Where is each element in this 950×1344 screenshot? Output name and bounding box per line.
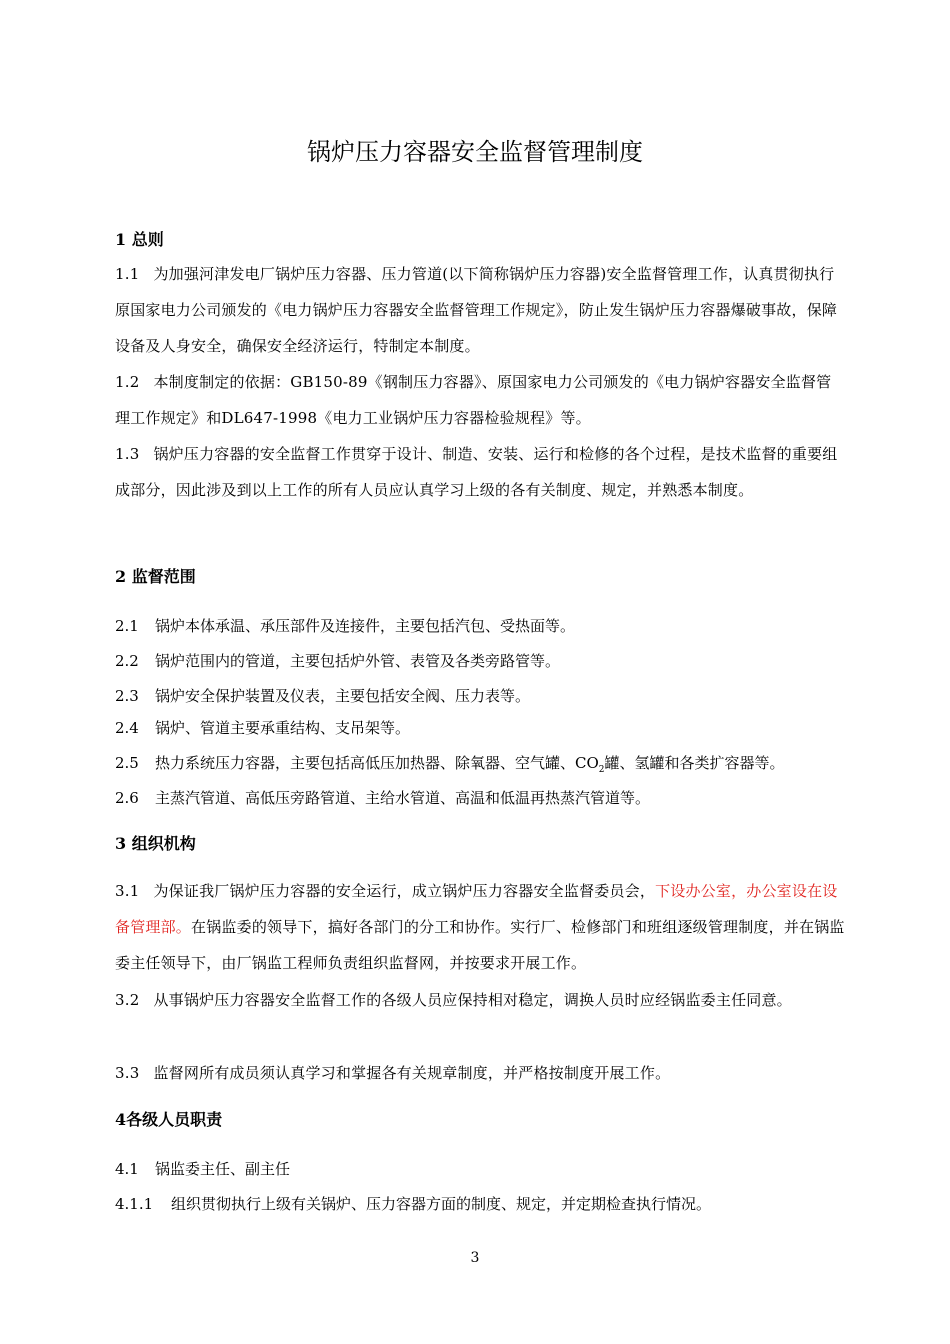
section-heading-3: 3 组织机构 [115, 834, 196, 853]
clause-number: 2.6 [115, 789, 139, 807]
clause-number: 2.4 [115, 719, 139, 737]
page-number: 3 [470, 1250, 480, 1266]
paragraph-3-3 [115, 1055, 845, 1091]
clause-text: 锅炉压力容器的安全监督工作贯穿于设计、制造、安装、运行和检修的各个过程，是技术监督的重要组成部分，因此涉及到以上工作的所有人员应认真学习上级的各有关制度、规定，并熟悉本制度。 [115, 445, 838, 499]
section-heading-2: 2 监督范围 [115, 567, 196, 586]
clause-text: 热力系统压力容器，主要包括高低压加热器、除氧器、空气罐、CO [155, 754, 599, 772]
scope-item [115, 751, 785, 782]
clause-number: 3.1 [115, 882, 140, 900]
scope-item [115, 684, 530, 708]
clause-4-1 [115, 1157, 290, 1181]
paragraph-3-2 [115, 982, 845, 1018]
clause-text: 在锅监委的领导下，搞好各部门的分工和协作。实行厂、检修部门和班组逐级管理制度，并在锅监委主任领导下，由厂锅监工程师负责组织监督网，并按要求开展工作。 [115, 918, 845, 972]
clause-text: 锅炉安全保护装置及仪表，主要包括安全阀、压力表等。 [155, 687, 531, 705]
clause-number: 1.1 [115, 265, 140, 283]
clause-text: 锅监委主任、副主任 [155, 1160, 291, 1178]
paragraph-1-1 [115, 256, 845, 364]
clause-number: 3.2 [115, 991, 140, 1009]
scope-item [115, 614, 575, 638]
clause-number: 2.3 [115, 687, 139, 705]
clause-number: 1.3 [115, 445, 140, 463]
clause-number: 2.5 [115, 754, 139, 772]
paragraph-3-1 [115, 873, 845, 981]
clause-number: 1.2 [115, 373, 140, 391]
highlighted-text: 下设办公室，办公室设在设备管理部。 [115, 882, 838, 936]
scope-item [115, 649, 560, 673]
clause-number: 4.1 [115, 1160, 139, 1178]
scope-item [115, 716, 410, 740]
clause-text: 主蒸汽管道、高低压旁路管道、主给水管道、高温和低温再热蒸汽管道等。 [155, 789, 651, 807]
subscript: 2 [598, 765, 605, 775]
clause-4-1-1 [115, 1192, 711, 1216]
clause-number: 2.1 [115, 617, 139, 635]
clause-text: 锅炉本体承温、承压部件及连接件，主要包括汽包、受热面等。 [155, 617, 576, 635]
section-heading-4: 4各级人员职责 [115, 1110, 223, 1129]
paragraph-1-2 [115, 364, 845, 436]
clause-text: 监督网所有成员须认真学习和掌握各有关规章制度，并严格按制度开展工作。 [153, 1064, 671, 1082]
clause-number: 3.3 [115, 1064, 140, 1082]
clause-text: 锅炉范围内的管道，主要包括炉外管、表管及各类旁路管等。 [155, 652, 561, 670]
page-title: 锅炉压力容器安全监督管理制度 [307, 138, 643, 166]
clause-text: 为保证我厂锅炉压力容器的安全运行，成立锅炉压力容器安全监督委员会， [153, 882, 656, 900]
clause-text: 罐、氢罐和各类扩容器等。 [604, 754, 785, 772]
clause-number: 4.1.1 [115, 1195, 154, 1213]
scope-item [115, 786, 650, 810]
clause-text: 锅炉、管道主要承重结构、支吊架等。 [155, 719, 411, 737]
clause-number: 2.2 [115, 652, 139, 670]
clause-text: 组织贯彻执行上级有关锅炉、压力容器方面的制度、规定，并定期检查执行情况。 [171, 1195, 712, 1213]
clause-text: 为加强河津发电厂锅炉压力容器、压力管道(以下简称锅炉压力容器)安全监督管理工作，认真贯彻执行原国家电力公司颁发的《电力锅炉压力容器安全监督管理工作规定》，防止发生锅炉压力容器爆破事故，保障设备及人身安全，确保安全经济运行，特制定本制度。 [115, 265, 838, 355]
section-heading-1: 1 总则 [115, 230, 164, 249]
clause-text: 从事锅炉压力容器安全监督工作的各级人员应保持相对稳定，调换人员时应经锅监委主任同意。 [153, 991, 792, 1009]
paragraph-1-3 [115, 436, 845, 508]
clause-text: 本制度制定的依据：GB150-89《钢制压力容器》、原国家电力公司颁发的《电力锅炉容器安全监督管理工作规定》和DL647-1998《电力工业锅炉压力容器检验规程》等。 [115, 373, 832, 427]
